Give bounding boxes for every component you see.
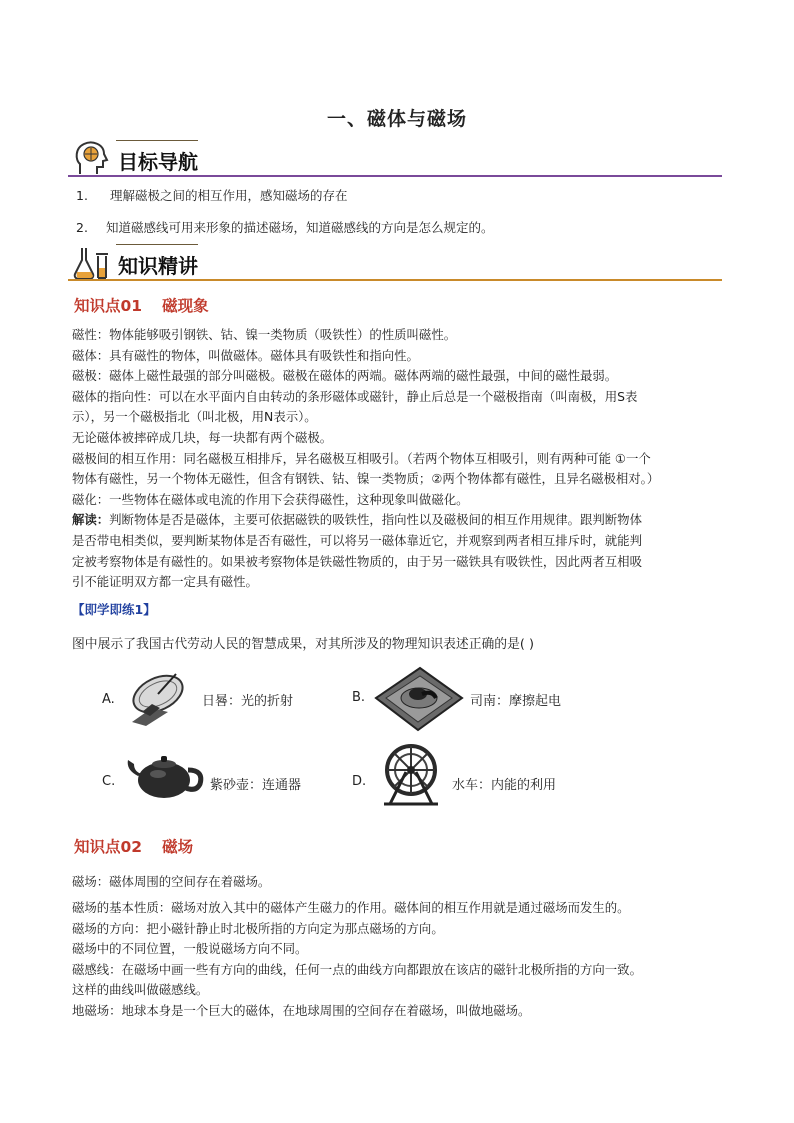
waterwheel-image: [376, 742, 446, 808]
interpretation-text: 判断物体是否是磁体，主要可依据磁铁的吸铁性，指向性以及磁极间的相互作用规律。跟判断物体: [109, 512, 642, 528]
kp1-body: [72, 325, 728, 593]
section-divider-goals: [68, 175, 722, 177]
text-line: 地磁场：地球本身是一个巨大的磁体，在地球周围的空间存在着磁场，叫做地磁场。: [72, 1002, 531, 1018]
section-title-knowledge: 知识精讲: [118, 254, 198, 278]
text-line: 磁场：磁体周围的空间存在着磁场。: [72, 874, 271, 889]
section-title-goals: 目标导航: [118, 150, 198, 174]
text-line: 磁感线：在磁场中画一些有方向的曲线，任何一点的曲线方向都跟放在该店的磁针北极所指的方向一致。: [72, 961, 642, 977]
section-header-goals: [68, 138, 722, 182]
head-brain-icon: [72, 138, 112, 178]
option-letter: C.: [102, 774, 116, 789]
teapot-image: [124, 748, 206, 800]
text-line: 物体有磁性，另一个物体无磁性，但含有钢铁、钴、镍一类物质；②两个物体都有磁性，且异名磁极相对。）: [72, 471, 660, 487]
kp2-body: [72, 898, 728, 1022]
option-letter: A.: [102, 692, 115, 707]
text-line: 无论磁体被摔碎成几块，每一块都有两个磁极。: [72, 429, 333, 445]
text-line: [72, 510, 728, 531]
text-line: 磁极间的相互作用：同名磁极互相排斥，异名磁极互相吸引。（若两个物体互相吸引，则有两种可能 ①一个: [72, 450, 651, 466]
objective-text: 理解磁极之间的相互作用，感知磁场的存在: [110, 188, 348, 203]
interpretation-label: 解读：: [72, 512, 110, 528]
kp-title: 磁场: [162, 838, 194, 856]
text-line: 磁体：具有磁性的物体，叫做磁体。磁体具有吸铁性和指向性。: [72, 347, 419, 363]
option-letter: B.: [352, 690, 366, 705]
text-line: 磁场的方向：把小磁针静止时北极所指的方向定为那点磁场的方向。: [72, 920, 444, 936]
objective-item: [76, 186, 348, 204]
knowledge-point-heading: [74, 835, 193, 857]
sinan-compass-image: [374, 664, 464, 734]
sundial-image: [122, 668, 190, 728]
text-line: 磁体的指向性：可以在水平面内自由转动的条形磁体或磁针，静止后总是一个磁极指南（叫南极，用S表: [72, 388, 638, 404]
objective-number: 1.: [76, 188, 88, 203]
text-line: 引不能证明双方都一定具有磁性。: [72, 574, 258, 590]
kp-title: 磁现象: [162, 297, 209, 315]
kp-label: 知识点01: [74, 297, 143, 315]
text-line: 定被考察物体是有磁性的。如果被考察物体是铁磁性物质的，由于另一磁铁具有吸铁性，因此两者互相吸: [72, 553, 642, 569]
text-line: 磁场中的不同位置，一般说磁场方向不同。: [72, 941, 308, 957]
text-line: 磁性：物体能够吸引钢铁、钴、镍一类物质（吸铁性）的性质叫磁性。: [72, 327, 457, 342]
option-caption: 紫砂壶：连通器: [210, 778, 302, 793]
objective-item: [76, 218, 494, 236]
text-line: 磁化：一些物体在磁体或电流的作用下会获得磁性，这种现象叫做磁化。: [72, 491, 469, 507]
option-caption: 司南：摩擦起电: [470, 694, 562, 709]
kp-label: 知识点02: [74, 838, 143, 856]
text-line: 磁极：磁体上磁性最强的部分叫磁极。磁极在磁体的两端。磁体两端的磁性最强，中间的磁性最弱。: [72, 368, 618, 384]
kp2-intro: [72, 872, 728, 893]
text-line: 磁场的基本性质：磁场对放入其中的磁体产生磁力的作用。磁体间的相互作用就是通过磁场而发生的。: [72, 900, 630, 915]
question-text: 图中展示了我国古代劳动人民的智慧成果，对其所涉及的物理知识表述正确的是( ): [72, 637, 534, 652]
option-letter: D.: [352, 774, 367, 789]
page-title: 一、磁体与磁场: [326, 108, 467, 130]
practice-label: 【即学即练1】: [72, 602, 156, 617]
section-divider-knowledge: [68, 279, 722, 281]
option-caption: 水车：内能的利用: [452, 778, 557, 793]
option-caption: 日晷：光的折射: [202, 694, 294, 709]
objective-number: 2.: [76, 220, 88, 235]
objective-text: 知道磁感线可用来形象的描述磁场，知道磁感线的方向是怎么规定的。: [106, 220, 494, 235]
section-header-knowledge: [68, 242, 722, 286]
text-line: 示），另一个磁极指北（叫北极，用N表示）。: [72, 409, 317, 425]
text-line: 是否带电相类似，要判断某物体是否有磁性，可以将另一磁体靠近它，并观察到两者相互排斥时，就能判: [72, 532, 642, 548]
flask-icon: [72, 242, 112, 282]
knowledge-point-heading: [74, 294, 209, 316]
header-topline: [116, 140, 198, 141]
header-topline: [116, 244, 198, 245]
text-line: 这样的曲线叫做磁感线。: [72, 982, 209, 998]
